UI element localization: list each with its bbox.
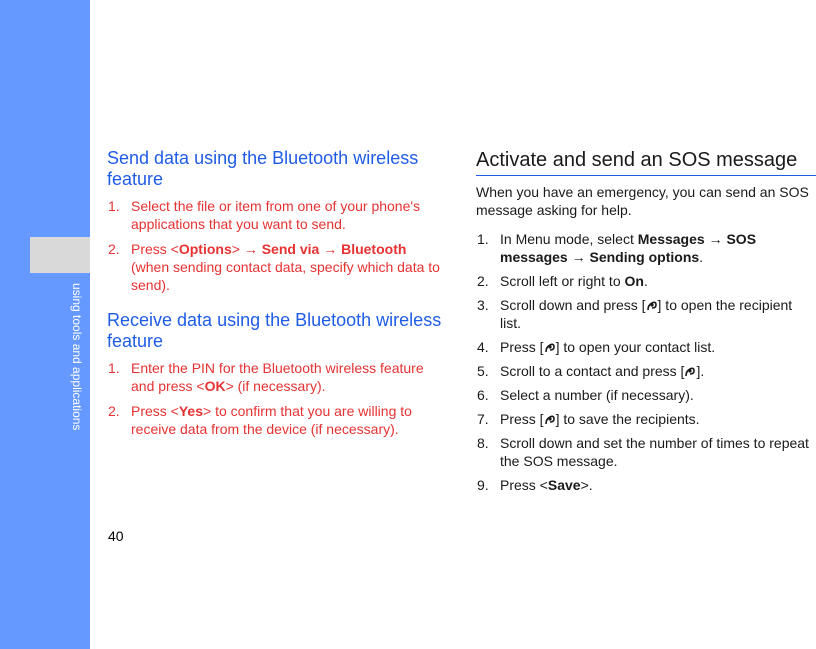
list-item [476, 362, 816, 380]
menu-sending-options: Sending options [589, 249, 700, 265]
receive-bluetooth-steps [107, 359, 447, 438]
menu-options: Options [178, 241, 232, 257]
step-text: Scroll down and press [ [500, 297, 646, 313]
step-number: 2. [108, 241, 120, 257]
list-item [476, 272, 816, 290]
step-text: Select the file or item from one of your phone's applications that you want to send. [131, 198, 421, 232]
step-number: 7. [477, 411, 489, 427]
step-text: Enter the PIN for the Bluetooth wireless feature and press < [131, 360, 424, 394]
step-number: 1. [108, 198, 120, 214]
list-item [107, 359, 447, 395]
step-text: ] to save the recipients. [555, 411, 700, 427]
step-number: 6. [477, 387, 489, 403]
step-note: (when sending contact data, specify which data to send). [131, 259, 440, 293]
section-heading-send-bluetooth: Send data using the Bluetooth wireless feature [107, 148, 419, 189]
sidebar [0, 0, 90, 649]
menu-messages: Messages [637, 231, 705, 247]
step-number: 2. [477, 273, 489, 289]
softkey-yes: Yes [178, 403, 203, 419]
menu-bluetooth: Bluetooth [341, 241, 407, 257]
list-item [476, 386, 816, 404]
list-item [107, 197, 447, 233]
list-item [107, 240, 447, 294]
left-column [107, 148, 447, 445]
list-item [107, 402, 447, 438]
list-item [476, 230, 816, 266]
page-number: 40 [108, 528, 124, 544]
arrow-text: → [567, 249, 590, 265]
step-text: > (if necessary). [225, 378, 326, 394]
step-number: 3. [477, 297, 489, 313]
confirm-key-icon [544, 341, 556, 354]
step-text: ]. [696, 363, 705, 379]
step-text: Select a number (if necessary). [500, 387, 694, 403]
heading-rule [476, 175, 816, 176]
step-text: In Menu mode, select [500, 231, 638, 247]
right-column [476, 148, 816, 500]
softkey-ok: OK [204, 378, 226, 394]
step-text: ] to open the recipient list. [500, 297, 793, 331]
step-number: 8. [477, 435, 489, 451]
intro-text: When you have an emergency, you can send an SOS message asking for help. [476, 184, 809, 218]
step-text: >. [580, 477, 593, 493]
step-number: 1. [108, 360, 120, 376]
section-label: using tools and applications [70, 283, 84, 431]
list-item [476, 410, 816, 428]
step-number: 5. [477, 363, 489, 379]
step-number: 1. [477, 231, 489, 247]
step-text: Scroll left or right to [500, 273, 625, 289]
step-text: Scroll down and set the number of times to repeat the SOS message. [500, 435, 809, 469]
step-text: Press < [500, 477, 548, 493]
send-bluetooth-steps [107, 197, 447, 294]
step-text: Scroll to a contact and press [ [500, 363, 685, 379]
sidebar-tab-marker [30, 237, 90, 273]
list-item [476, 434, 816, 470]
step-number: 9. [477, 477, 489, 493]
option-on: On [624, 273, 644, 289]
step-text: . [699, 249, 704, 265]
list-item [476, 296, 816, 332]
menu-send-via: Send via [261, 241, 320, 257]
step-text: Press < [131, 403, 179, 419]
step-text: > → [231, 241, 262, 257]
step-text: > to confirm that you are willing to receive data from the device (if necessary). [131, 403, 412, 437]
arrow-text: → [319, 241, 342, 257]
step-text: ] to open your contact list. [555, 339, 716, 355]
step-text: . [643, 273, 648, 289]
step-number: 2. [108, 403, 120, 419]
list-item [476, 338, 816, 356]
confirm-key-icon [684, 365, 696, 378]
confirm-key-icon [646, 299, 658, 312]
step-number: 4. [477, 339, 489, 355]
sos-steps [476, 230, 816, 494]
section-heading-receive-bluetooth: Receive data using the Bluetooth wireless feature [107, 310, 442, 351]
list-item [476, 476, 816, 494]
menu-sos-messages: SOS messages [500, 231, 757, 265]
step-text: Press [ [500, 411, 544, 427]
step-text: Press < [131, 241, 179, 257]
step-text: Press [ [500, 339, 544, 355]
softkey-save: Save [547, 477, 581, 493]
arrow-text: → [704, 231, 727, 247]
section-heading-sos: Activate and send an SOS message [476, 149, 798, 171]
confirm-key-icon [544, 413, 556, 426]
